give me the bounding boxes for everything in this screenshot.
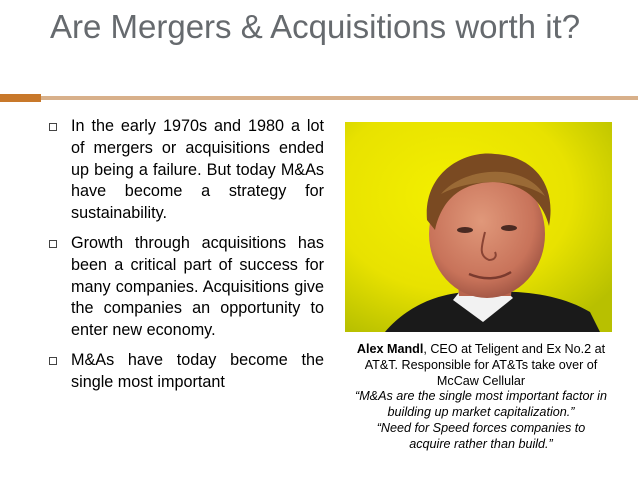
- caption-quote: “Need for Speed forces companies to acquire rather than build.”: [376, 420, 586, 451]
- bullet-text: Growth through acquisitions has been a critical part of success for many companies. Acquisitions give the companies an opportunity to enter new economy.: [71, 233, 324, 340]
- title-rule-accent: [0, 94, 41, 102]
- title-rule: [41, 96, 638, 100]
- square-bullet-icon: [49, 123, 57, 131]
- square-bullet-icon: [49, 240, 57, 248]
- bullet-text: In the early 1970s and 1980 a lot of mergers or acquisitions ended up being a failure. But today M&As have become a strategy for sustainability.: [71, 117, 324, 223]
- bullet-item: [48, 350, 324, 394]
- portrait-image: [345, 122, 612, 332]
- caption-quote: “M&As are the single most important factor in building up market capitalization.”: [355, 389, 607, 420]
- photo-caption: [355, 342, 607, 453]
- bullet-item: [48, 116, 324, 225]
- bullet-item: [48, 233, 324, 342]
- caption-description: , CEO at Teligent and Ex No.2 at AT&T. Responsible for AT&Ts take over of McCaw Cellular: [364, 342, 606, 388]
- portrait-photo: [345, 122, 612, 332]
- caption-name: Alex Mandl: [356, 342, 424, 356]
- square-bullet-icon: [49, 357, 57, 365]
- slide-title: Are Mergers & Acquisitions worth it?: [50, 8, 581, 45]
- bullet-text: M&As have today become the single most important: [71, 350, 324, 391]
- bullet-list: [48, 116, 324, 402]
